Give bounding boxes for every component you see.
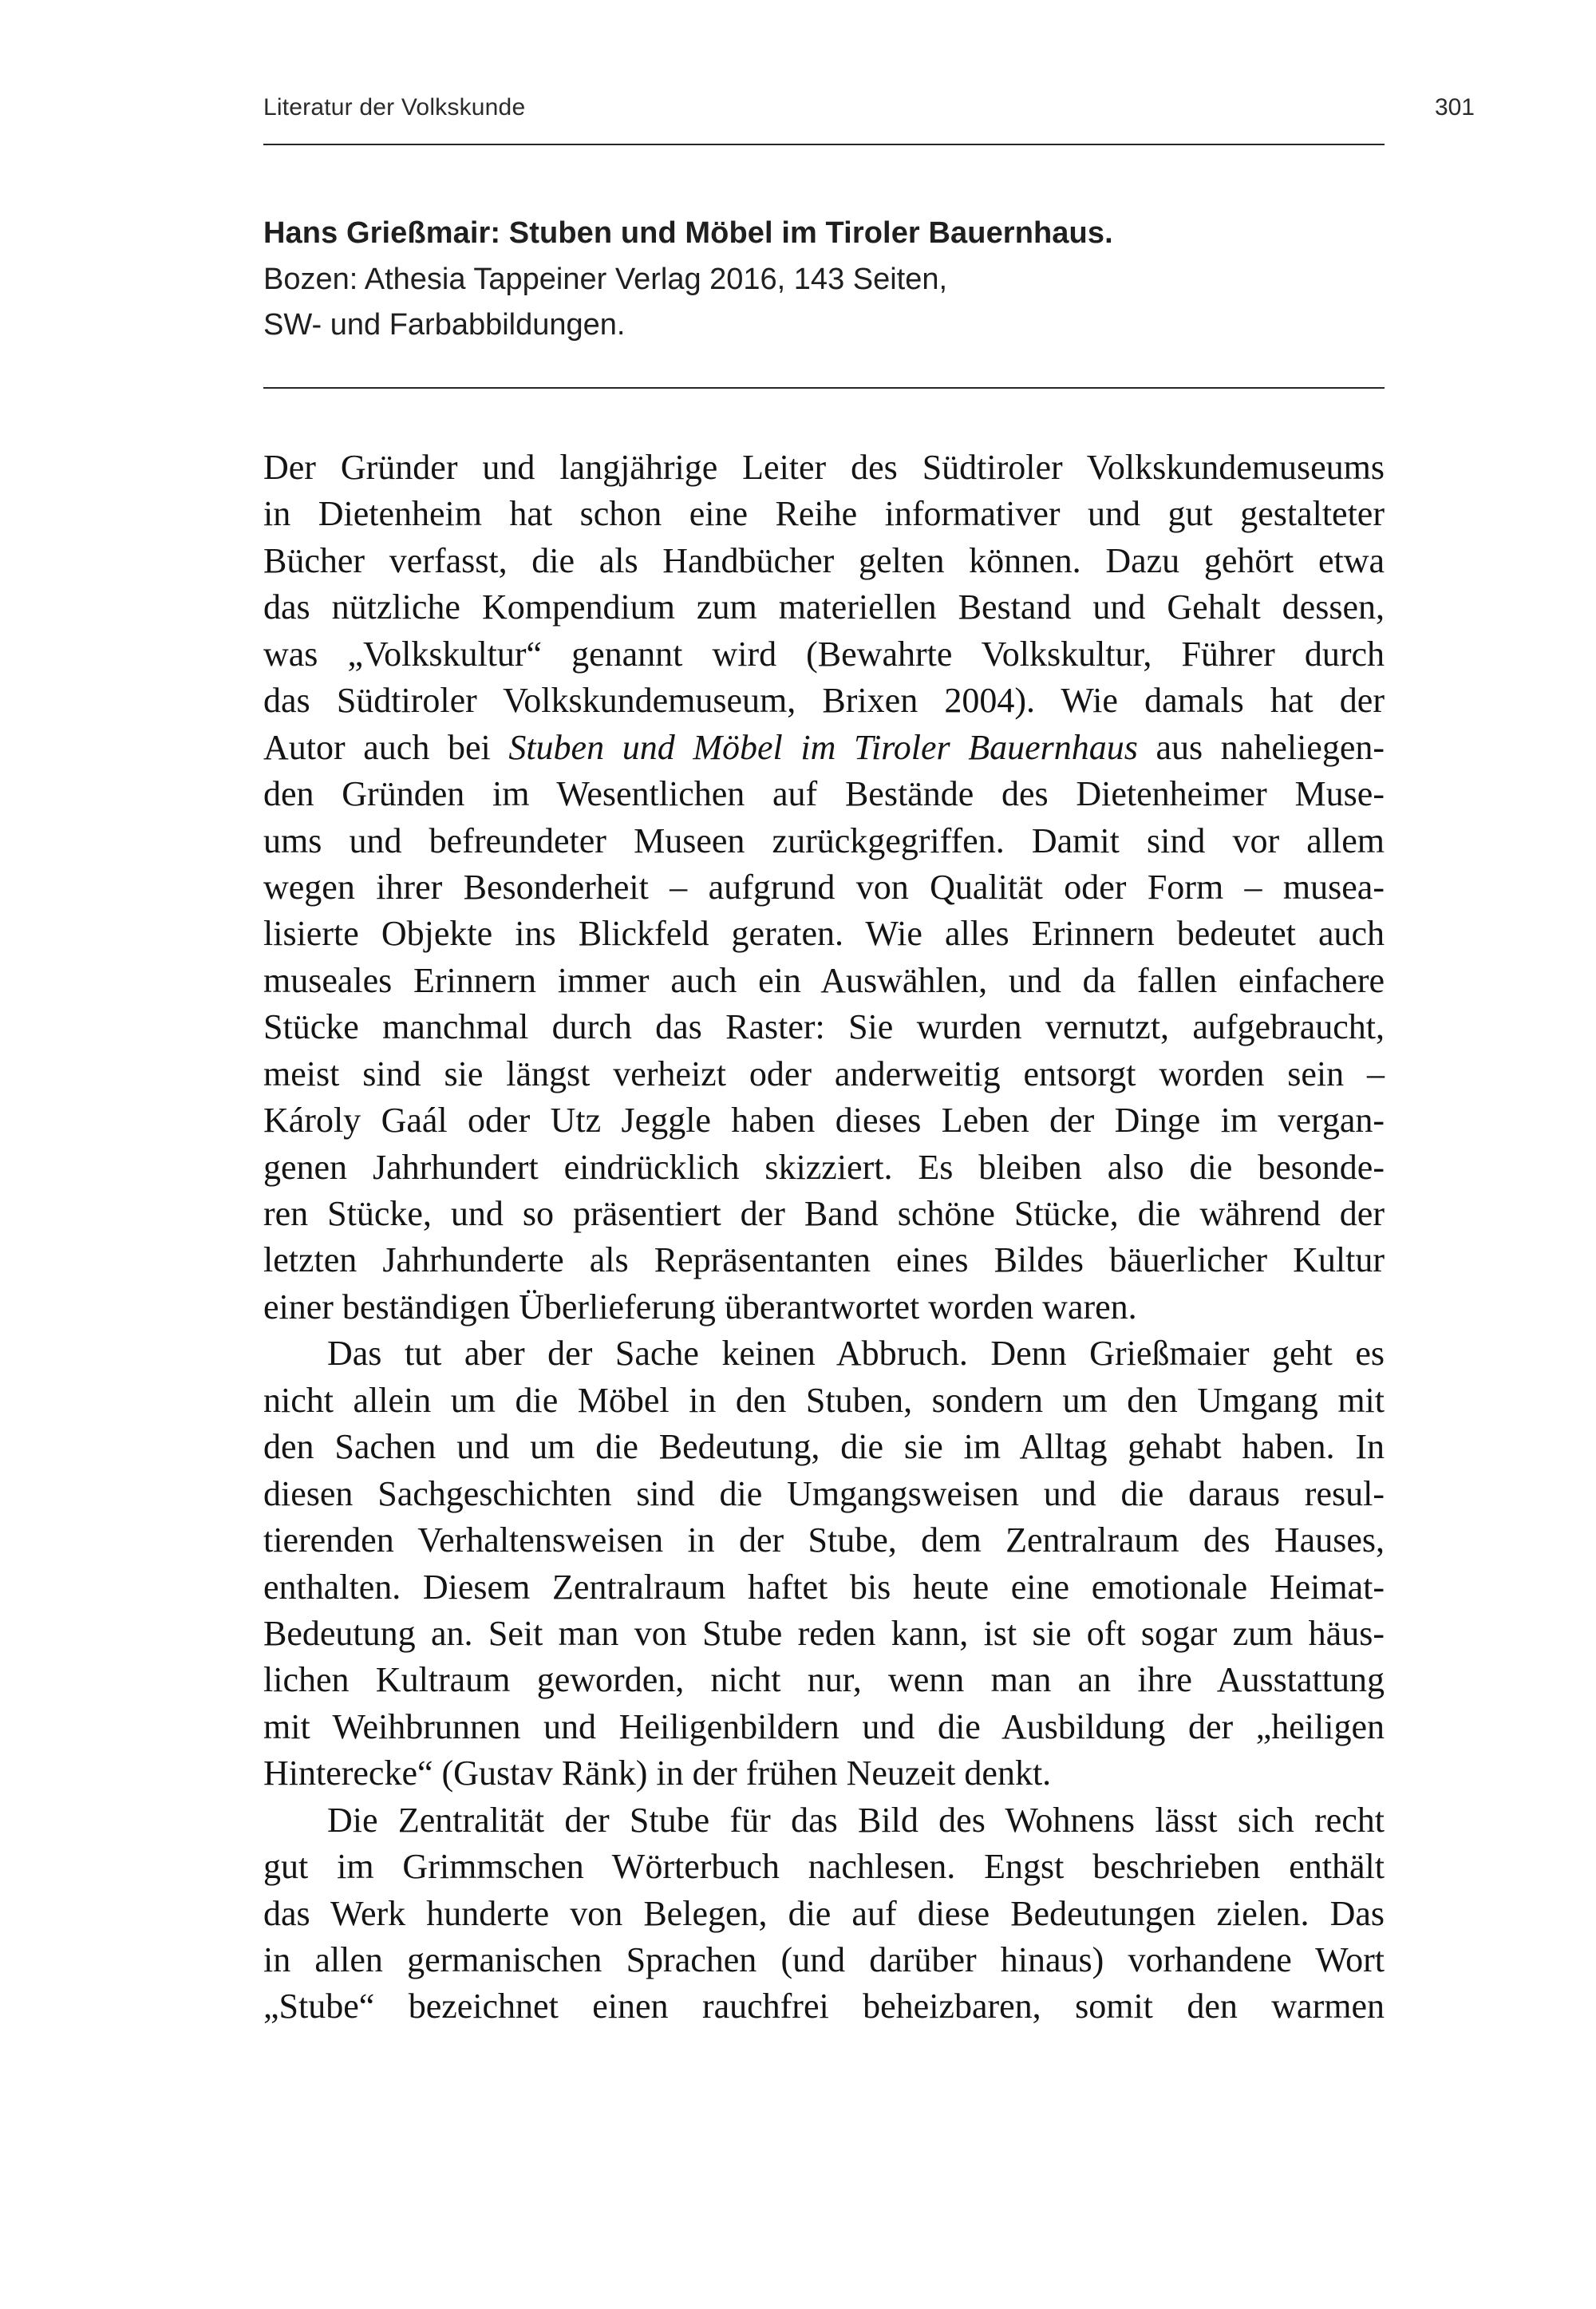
body-line: tierenden Verhaltensweisen in der Stube, dem Zentralraum des Hauses,	[263, 1520, 1385, 1560]
body-line: wegen ihrer Besonderheit – aufgrund von Qualität oder Form – musea-	[263, 867, 1385, 907]
review-body	[263, 445, 1385, 2030]
body-line: den Gründen im Wesentlichen auf Bestände des Dietenheimer Muse-	[263, 774, 1385, 814]
body-line: „Stube“ bezeichnet einen rauchfrei beheizbaren, somit den warmen	[263, 1987, 1385, 2026]
reference-illustrations: SW- und Farbabbildungen.	[263, 308, 626, 342]
body-line: diesen Sachgeschichten sind die Umgangsweisen und die daraus resul-	[263, 1473, 1385, 1513]
body-line: genen Jahrhundert eindrücklich skizziert. Es bleiben also die besonde-	[263, 1147, 1385, 1187]
body-line: das Werk hunderte von Belegen, die auf diese Bedeutungen zielen. Das	[263, 1893, 1385, 1933]
body-line-paragraph-end: einer beständigen Überlieferung überantwortet worden waren.	[263, 1287, 1137, 1326]
body-line: gut im Grimmschen Wörterbuch nachlesen. Engst beschrieben enthält	[263, 1847, 1385, 1887]
body-line: Károly Gaál oder Utz Jeggle haben dieses Leben der Dinge im vergan-	[263, 1101, 1385, 1141]
page-number: 301	[1434, 94, 1475, 121]
reference-rule	[263, 387, 1385, 389]
reference-publication: Bozen: Athesia Tappeiner Verlag 2016, 143 Seiten,	[263, 262, 948, 296]
body-line: das nützliche Kompendium zum materiellen Bestand und Gehalt dessen,	[263, 587, 1385, 627]
body-line: Bücher verfasst, die als Handbücher gelten können. Dazu gehört etwa	[263, 540, 1385, 580]
body-line-paragraph-start: Die Zentralität der Stube für das Bild des Wohnens lässt sich recht	[327, 1800, 1385, 1840]
body-line: das Südtiroler Volkskundemuseum, Brixen 2004). Wie damals hat der	[263, 681, 1385, 721]
body-line: Der Gründer und langjährige Leiter des Südtiroler Volkskundemuseums	[263, 448, 1385, 487]
bibliographic-reference	[263, 211, 1385, 349]
body-line: den Sachen und um die Bedeutung, die sie im Alltag gehabt haben. In	[263, 1427, 1385, 1467]
book-title-italic: Stuben und Möbel im Tiroler Bauernhaus	[508, 727, 1138, 767]
body-line: ums und befreundeter Museen zurückgegriffen. Damit sind vor allem	[263, 820, 1385, 860]
running-head-title: Literatur der Volkskunde	[263, 94, 526, 121]
body-line: museales Erinnern immer auch ein Auswählen, und da fallen einfachere	[263, 960, 1385, 1000]
body-line: Bedeutung an. Seit man von Stube reden kann, ist sie oft sogar zum häus-	[263, 1613, 1385, 1653]
body-line-with-italic-title	[263, 725, 1385, 771]
body-line: in allen germanischen Sprachen (und darüber hinaus) vorhandene Wort	[263, 1940, 1385, 1979]
body-line: meist sind sie längst verheizt oder anderweitig entsorgt worden sein –	[263, 1054, 1385, 1093]
body-line: was „Volkskultur“ genannt wird (Bewahrte Volkskultur, Führer durch	[263, 634, 1385, 674]
body-line: enthalten. Diesem Zentralraum haftet bis heute eine emotionale Heimat-	[263, 1567, 1385, 1607]
reference-title: Hans Grießmair: Stuben und Möbel im Tiroler Bauernhaus.	[263, 216, 1113, 250]
body-line: in Dietenheim hat schon eine Reihe informativer und gut gestalteter	[263, 494, 1385, 534]
body-line: mit Weihbrunnen und Heiligenbildern und die Ausbildung der „heiligen	[263, 1706, 1385, 1746]
body-line: nicht allein um die Möbel in den Stuben, sondern um den Umgang mit	[263, 1380, 1385, 1420]
body-text-segment: aus naheliegen-	[1137, 727, 1385, 767]
body-line: letzten Jahrhunderte als Repräsentanten eines Bildes bäuerlicher Kultur	[263, 1240, 1385, 1280]
body-line: Stücke manchmal durch das Raster: Sie wurden vernutzt, aufgebraucht,	[263, 1007, 1385, 1047]
body-text-segment: Autor auch bei	[263, 727, 509, 767]
body-line-paragraph-start: Das tut aber der Sache keinen Abbruch. Denn Grießmaier geht es	[327, 1334, 1385, 1374]
header-rule	[263, 144, 1385, 145]
body-line: lisierte Objekte ins Blickfeld geraten. Wie alles Erinnern bedeutet auch	[263, 914, 1385, 954]
body-line-paragraph-end: Hinterecke“ (Gustav Ränk) in der frühen Neuzeit denkt.	[263, 1753, 1052, 1793]
body-line: lichen Kultraum geworden, nicht nur, wenn man an ihre Ausstattung	[263, 1660, 1385, 1700]
body-line: ren Stücke, und so präsentiert der Band schöne Stücke, die während der	[263, 1194, 1385, 1233]
